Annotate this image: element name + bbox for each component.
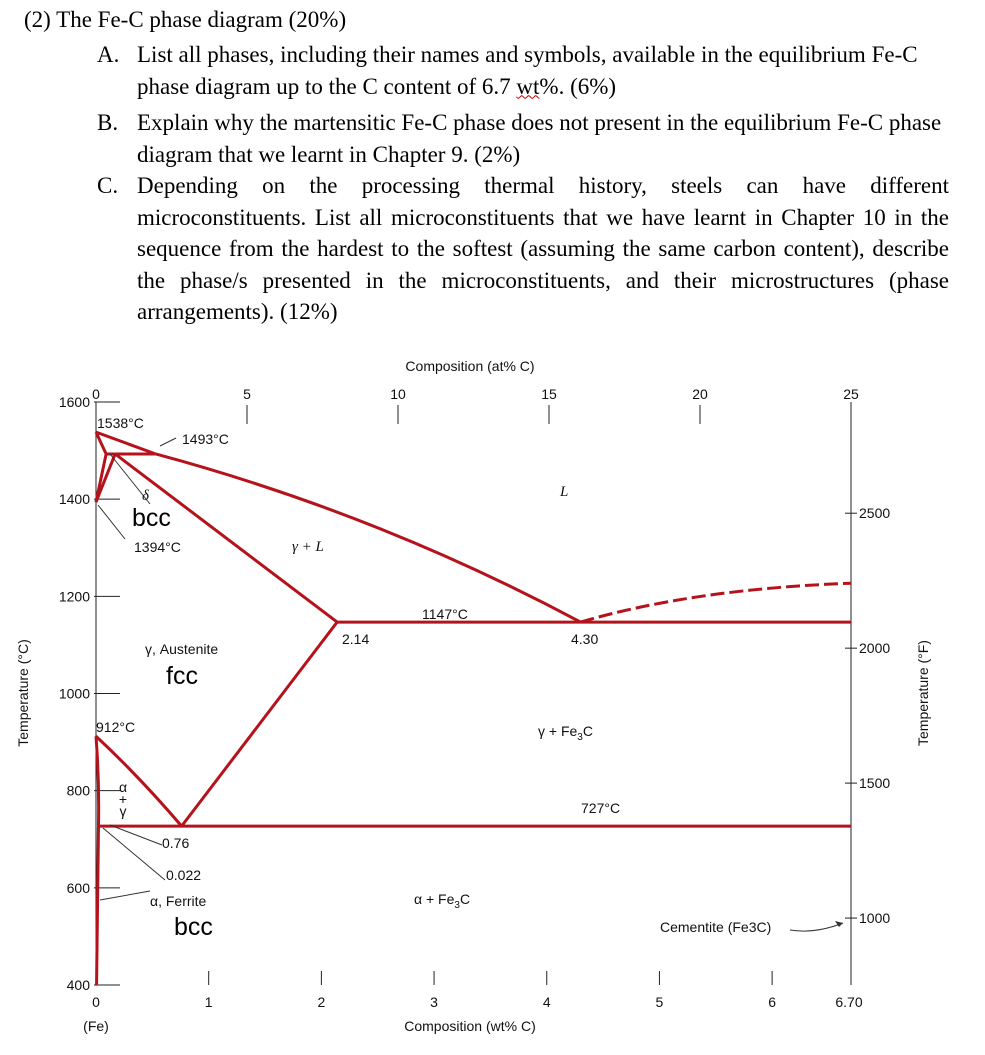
y-axis-label: Temperature (°C) bbox=[15, 639, 31, 747]
leader-1493 bbox=[160, 438, 176, 446]
label-1493: 1493°C bbox=[182, 431, 229, 447]
cementite-liquidus-dashed bbox=[581, 583, 851, 622]
label-1538: 1538°C bbox=[97, 415, 144, 431]
y-tick-label: 400 bbox=[66, 977, 90, 993]
label-cementite: Cementite (Fe3C) bbox=[660, 919, 772, 935]
f-tick-label: 2500 bbox=[859, 505, 891, 522]
label-1394: 1394°C bbox=[134, 539, 181, 555]
x-tick-label: 0 bbox=[92, 994, 100, 1010]
y2-axis-label: Temperature (°F) bbox=[915, 640, 931, 746]
spellcheck-word: wt bbox=[516, 73, 540, 99]
leader-076 bbox=[110, 825, 162, 845]
label-076: 0.76 bbox=[162, 835, 190, 851]
x-tick-label: 2 bbox=[317, 994, 326, 1010]
label-liquid: L bbox=[560, 484, 569, 500]
item-text-part: List all phases, including their names and symbols, available in the equilibrium Fe-C phase diagram up to the C content of 6.7 bbox=[137, 42, 918, 99]
label-214: 2.14 bbox=[342, 631, 370, 647]
x2-axis-label: Composition (at% C) bbox=[405, 358, 535, 374]
x-origin-note: (Fe) bbox=[83, 1018, 109, 1034]
at-tick-label: 25 bbox=[843, 386, 859, 402]
label-gamma-liquid: γ + L bbox=[292, 539, 324, 555]
y-tick-label: 1200 bbox=[58, 588, 90, 605]
y-tick-label: 600 bbox=[66, 879, 90, 896]
leader-0022 bbox=[103, 828, 165, 880]
label-912: 912°C bbox=[96, 719, 136, 735]
handwritten-delta-bcc: bcc bbox=[132, 504, 171, 532]
handwritten-ferrite-bcc: bcc bbox=[174, 913, 213, 941]
leader-1394 bbox=[98, 505, 125, 539]
handwritten-austenite-fcc: fcc bbox=[166, 662, 198, 690]
x-tick-label: 6 bbox=[768, 994, 777, 1010]
label-727: 727°C bbox=[581, 800, 621, 816]
x-tick-label: 1 bbox=[204, 994, 213, 1010]
question-title: (2) The Fe-C phase diagram (20%) bbox=[24, 7, 347, 32]
x-axis-label: Composition (wt% C) bbox=[404, 1018, 536, 1034]
y-tick-label: 1400 bbox=[58, 491, 90, 508]
leader-ferrite bbox=[100, 891, 150, 900]
item-label: A. bbox=[97, 42, 120, 67]
item-label: B. bbox=[97, 110, 119, 135]
item-text: Explain why the martensitic Fe-C phase does not present in the equilibrium Fe-C phase diagram that we learnt in Chapter 9. (2%) bbox=[137, 110, 942, 167]
alpha-low-solvus bbox=[97, 826, 99, 985]
x-tick-label: 4 bbox=[542, 994, 551, 1010]
at-tick-label: 10 bbox=[390, 386, 406, 402]
x-tick-label: 6.70 bbox=[835, 994, 863, 1010]
liquidus-line bbox=[156, 454, 581, 622]
arrow-head bbox=[835, 921, 843, 927]
label-ferrite: α, Ferrite bbox=[150, 893, 207, 909]
label-austenite: γ, Austenite bbox=[145, 641, 219, 657]
f-tick-label: 1000 bbox=[859, 910, 891, 927]
f-tick-label: 2000 bbox=[859, 640, 891, 657]
label-1147: 1147°C bbox=[422, 606, 468, 622]
at-tick-label: 5 bbox=[243, 386, 251, 402]
item-text-part: %. (6%) bbox=[539, 73, 617, 99]
label-gamma-fe3c: $\gamma + Fe_3C$ bbox=[538, 723, 593, 743]
x-tick-label: 5 bbox=[655, 994, 664, 1010]
y-tick-label: 800 bbox=[66, 782, 90, 799]
x-tick-label: 3 bbox=[430, 994, 438, 1010]
item-text: Depending on the processing thermal history, steels can have different microconstituents. List all microconstituents that we have learnt in Chapter 10 in the sequence from the hardest to the softest (assuming the same carbon content), describe the phase/s presented in the microconstituents, and their microstructures (phase arrangements). (12%) bbox=[137, 173, 949, 324]
label-alpha-gamma: + bbox=[118, 791, 128, 807]
label-alpha-fe3c: $\alpha + Fe_3C$ bbox=[414, 891, 471, 911]
f-tick-label: 1500 bbox=[859, 775, 891, 792]
label-0022: 0.022 bbox=[166, 867, 202, 883]
leader-cementite bbox=[790, 923, 843, 931]
label-delta: δ bbox=[142, 488, 149, 504]
at-tick-label: 20 bbox=[692, 386, 708, 402]
label-430: 4.30 bbox=[571, 631, 599, 647]
label-alpha-gamma: γ bbox=[119, 803, 127, 819]
at-tick-label: 0 bbox=[92, 386, 100, 402]
item-label: C. bbox=[97, 173, 119, 198]
y-tick-label: 1000 bbox=[58, 685, 90, 702]
y-tick-label: 1600 bbox=[58, 394, 90, 410]
a3-line bbox=[96, 736, 182, 826]
at-tick-label: 15 bbox=[541, 386, 557, 402]
label-alpha-gamma: α bbox=[118, 779, 128, 795]
